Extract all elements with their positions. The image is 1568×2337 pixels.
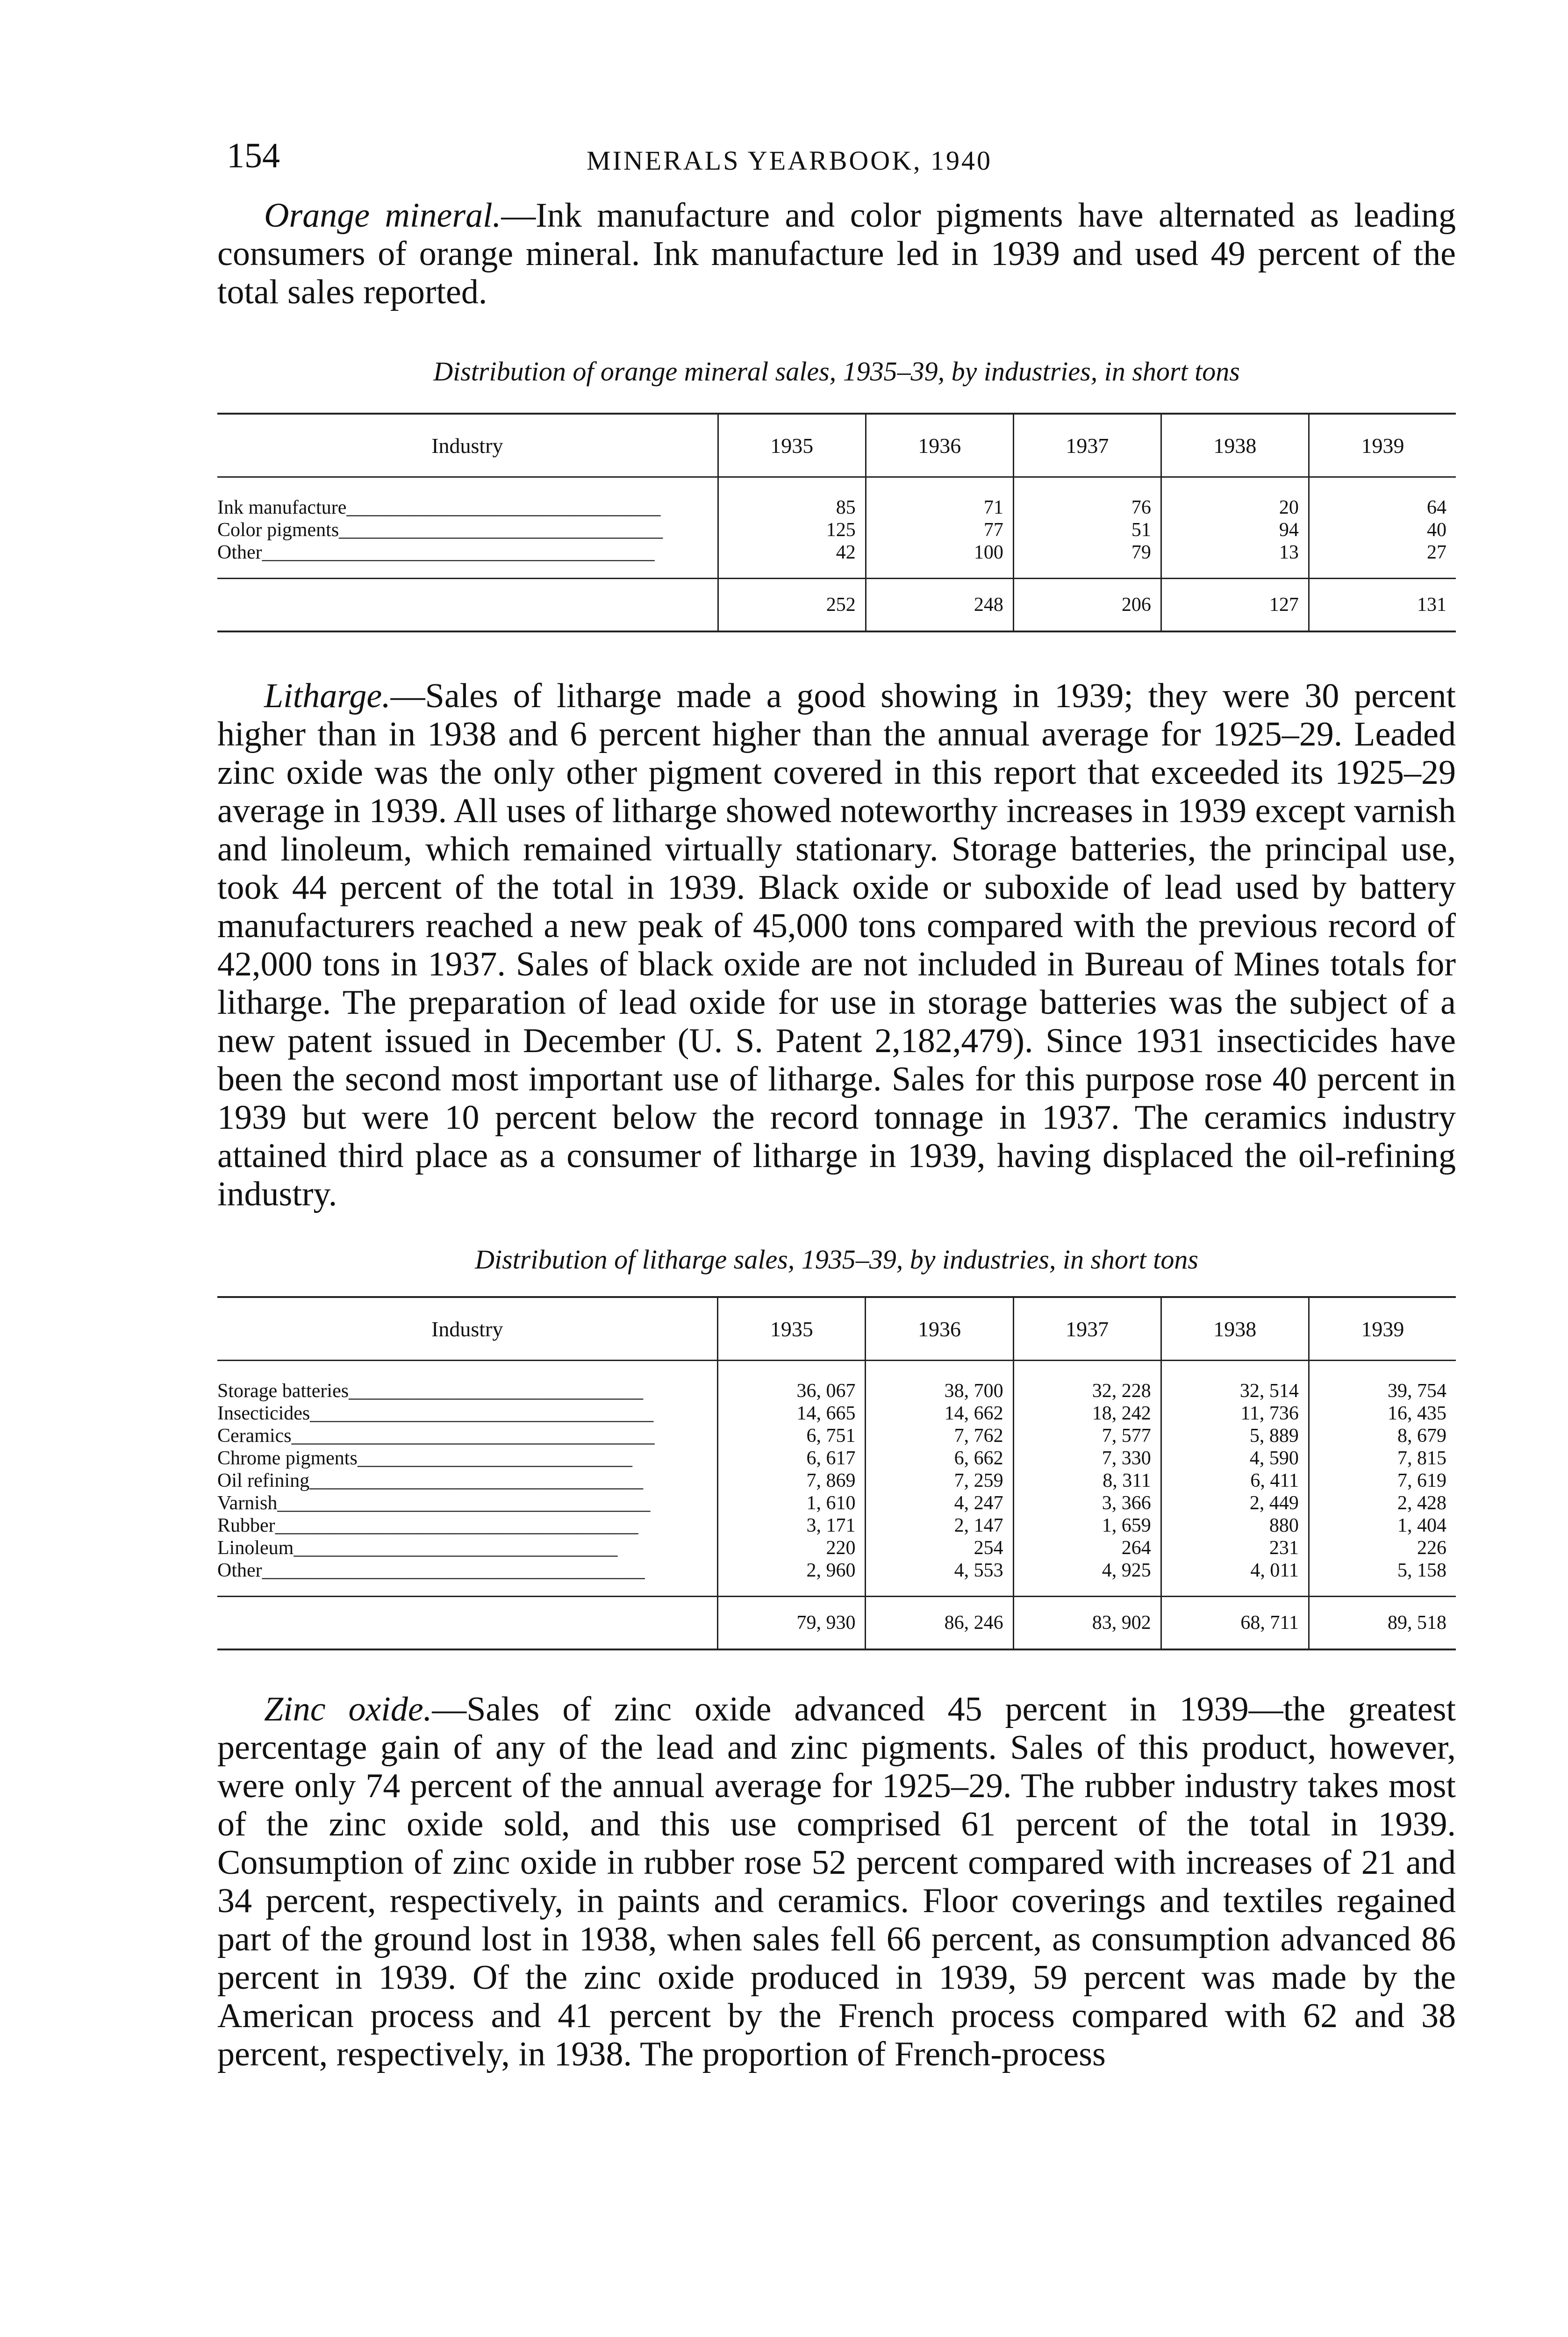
litharge-table: [217, 1296, 1456, 1650]
page-number: 154: [227, 136, 280, 175]
column-header-year: 1938: [1161, 1297, 1309, 1361]
table-cell: 8, 679: [1309, 1425, 1456, 1447]
total-label-cell: [217, 1597, 718, 1650]
table-cell: 3, 366: [1013, 1492, 1161, 1514]
table-cell: 231: [1161, 1537, 1309, 1559]
table-total-row: [217, 1597, 1456, 1650]
litharge-body: —Sales of litharge made a good showing in 1939; they were 30 percent higher than in 1938 and 6 percent higher than the annual average for 1925–29. Leaded zinc oxide was the only other pigment covered in this report that exceeded its 1925–29 average in 1939. All uses of litharge showed noteworthy increases in 1939 except varnish and linoleum, which remained virtually stationary. Storage batteries, the principal use, took 44 percent of the total in 1939. Black oxide or suboxide of lead used by battery manufacturers reached a new peak of 45,000 tons compared with the previous record of 42,000 tons in 1937. Sales of black oxide are not included in Bureau of Mines totals for litharge. The preparation of lead oxide for use in storage batteries was the subject of a new patent issued in December (U. S. Patent 2,182,479). Since 1931 insecticides have been the second most important use of litharge. Sales for this purpose rose 40 percent in 1939 but were 10 percent below the record tonnage in 1937. The ceramics industry attained third place as a consumer of litharge in 1939, having displaced the oil-refining industry.: [217, 677, 1456, 1213]
table-cell: 6, 662: [866, 1447, 1013, 1470]
table-cell: 5, 158: [1309, 1559, 1456, 1597]
zinc-oxide-lead: Zinc oxide.: [264, 1690, 432, 1728]
table-cell: 27: [1309, 541, 1456, 579]
table-cell: 7, 259: [866, 1470, 1013, 1492]
table-cell: 64: [1309, 477, 1456, 519]
table-total-row: [217, 579, 1456, 632]
total-cell: 68, 711: [1161, 1597, 1309, 1650]
total-label-cell: [217, 579, 718, 632]
zinc-oxide-paragraph: [217, 1690, 1456, 2073]
orange-mineral-paragraph: [217, 196, 1456, 311]
litharge-table-caption: Distribution of litharge sales, 1935–39, by industries, in short tons: [475, 1244, 1198, 1275]
table-cell: 880: [1161, 1514, 1309, 1537]
table-cell: 7, 330: [1013, 1447, 1161, 1470]
orange-mineral-table: [217, 413, 1456, 632]
table-cell: 38, 700: [866, 1361, 1013, 1403]
row-label: Linoleum_________________________________: [217, 1537, 618, 1559]
row-label: Rubber_____________________________________: [217, 1515, 638, 1536]
total-cell: 206: [1013, 579, 1161, 632]
table-row: [217, 1514, 1456, 1537]
table-cell: 77: [866, 519, 1013, 541]
total-cell: 252: [718, 579, 866, 632]
row-label: Other________________________________________: [217, 542, 655, 563]
table-cell: 40: [1309, 519, 1456, 541]
total-cell: 86, 246: [866, 1597, 1013, 1650]
table-cell: 85: [718, 477, 866, 519]
table-cell: 14, 665: [718, 1402, 866, 1425]
table-cell: 18, 242: [1013, 1402, 1161, 1425]
table-cell: 4, 011: [1161, 1559, 1309, 1597]
orange-table-caption: Distribution of orange mineral sales, 1935–39, by industries, in short tons: [433, 356, 1240, 387]
table-header-row: [217, 1297, 1456, 1361]
table-row: [217, 1425, 1456, 1447]
table-row: [217, 1402, 1456, 1425]
row-label: Storage batteries______________________________: [217, 1380, 644, 1402]
row-label: Ceramics_____________________________________: [217, 1425, 655, 1447]
table-cell: 71: [866, 477, 1013, 519]
litharge-lead: Litharge.: [264, 677, 391, 715]
table-cell: 20: [1161, 477, 1309, 519]
orange-mineral-lead: Orange mineral.: [264, 196, 501, 235]
table-header-row: [217, 414, 1456, 477]
table-cell: 100: [866, 541, 1013, 579]
table-cell: 220: [718, 1537, 866, 1559]
table-cell: 42: [718, 541, 866, 579]
table-row: [217, 1537, 1456, 1559]
table-cell: 51: [1013, 519, 1161, 541]
table-cell: 11, 736: [1161, 1402, 1309, 1425]
column-header-year: 1935: [718, 1297, 866, 1361]
table-cell: 4, 553: [866, 1559, 1013, 1597]
total-cell: 131: [1309, 579, 1456, 632]
total-cell: 79, 930: [718, 1597, 866, 1650]
table-cell: 2, 428: [1309, 1492, 1456, 1514]
table-cell: 36, 067: [718, 1361, 866, 1403]
table-row: [217, 1492, 1456, 1514]
column-header-year: 1935: [718, 414, 866, 477]
table-row: [217, 1361, 1456, 1403]
table-cell: 7, 577: [1013, 1425, 1161, 1447]
row-label: Other_______________________________________: [217, 1560, 645, 1581]
table-row: [217, 1447, 1456, 1470]
table-cell: 264: [1013, 1537, 1161, 1559]
zinc-oxide-body: —Sales of zinc oxide advanced 45 percent in 1939—the greatest percentage gain of any of the lead and zinc pigments. Sales of this product, however, were only 74 percent of the annual average for 1925–29. The rubber industry takes most of the zinc oxide sold, and this use comprised 61 percent of the total in 1939. Consumption of zinc oxide in rubber rose 52 percent compared with increases of 21 and 34 percent, respectively, in paints and ceramics. Floor coverings and textiles regained part of the ground lost in 1938, when sales fell 66 percent, as consumption advanced 86 percent in 1939. Of the zinc oxide produced in 1939, 59 percent was made by the American process and 41 percent by the French process compared with 62 and 38 percent, respectively, in 1938. The proportion of French-process: [217, 1690, 1456, 2073]
table-cell: 125: [718, 519, 866, 541]
row-label: Insecticides___________________________________: [217, 1403, 654, 1424]
table-row: [217, 541, 1456, 579]
table-cell: 7, 619: [1309, 1470, 1456, 1492]
table-cell: 39, 754: [1309, 1361, 1456, 1403]
litharge-paragraph: [217, 677, 1456, 1213]
table-cell: 2, 449: [1161, 1492, 1309, 1514]
table-cell: 2, 960: [718, 1559, 866, 1597]
table-cell: 1, 610: [718, 1492, 866, 1514]
row-label: Oil refining__________________________________: [217, 1470, 644, 1491]
table-cell: 7, 869: [718, 1470, 866, 1492]
row-label: Color pigments_________________________________: [217, 519, 663, 541]
column-header-year: 1939: [1309, 414, 1456, 477]
table-row: [217, 1470, 1456, 1492]
table-cell: 4, 247: [866, 1492, 1013, 1514]
table-row: [217, 519, 1456, 541]
table-cell: 76: [1013, 477, 1161, 519]
table-cell: 32, 514: [1161, 1361, 1309, 1403]
page-header: [217, 136, 1456, 196]
column-header-year: 1939: [1309, 1297, 1456, 1361]
row-label: Ink manufacture________________________________: [217, 497, 661, 518]
table-cell: 79: [1013, 541, 1161, 579]
table-cell: 3, 171: [718, 1514, 866, 1537]
table-cell: 254: [866, 1537, 1013, 1559]
table-cell: 4, 590: [1161, 1447, 1309, 1470]
table-cell: 6, 411: [1161, 1470, 1309, 1492]
document-page: [217, 136, 1456, 2073]
total-cell: 89, 518: [1309, 1597, 1456, 1650]
table-cell: 4, 925: [1013, 1559, 1161, 1597]
table-cell: 14, 662: [866, 1402, 1013, 1425]
table-cell: 7, 815: [1309, 1447, 1456, 1470]
column-header-year: 1936: [866, 414, 1013, 477]
column-header-year: 1936: [866, 1297, 1013, 1361]
table-row: [217, 477, 1456, 519]
column-header-year: 1937: [1013, 414, 1161, 477]
table-cell: 94: [1161, 519, 1309, 541]
table-cell: 5, 889: [1161, 1425, 1309, 1447]
column-header-year: 1937: [1013, 1297, 1161, 1361]
total-cell: 127: [1161, 579, 1309, 632]
table-cell: 1, 404: [1309, 1514, 1456, 1537]
table-cell: 7, 762: [866, 1425, 1013, 1447]
table-cell: 13: [1161, 541, 1309, 579]
running-title: MINERALS YEARBOOK, 1940: [587, 145, 993, 176]
total-cell: 83, 902: [1013, 1597, 1161, 1650]
table-cell: 8, 311: [1013, 1470, 1161, 1492]
column-header-year: 1938: [1161, 414, 1309, 477]
table-cell: 6, 751: [718, 1425, 866, 1447]
table-cell: 2, 147: [866, 1514, 1013, 1537]
table-cell: 226: [1309, 1537, 1456, 1559]
table-cell: 1, 659: [1013, 1514, 1161, 1537]
row-label: Chrome pigments____________________________: [217, 1448, 632, 1469]
total-cell: 248: [866, 579, 1013, 632]
orange-mineral-body: —Ink manufacture and color pigments have alternated as leading consumers of orange mineral. Ink manufacture led in 1939 and used 49 percent of the total sales reported.: [217, 196, 1456, 311]
table-row: [217, 1559, 1456, 1597]
row-label: Varnish______________________________________: [217, 1492, 651, 1514]
table-cell: 16, 435: [1309, 1402, 1456, 1425]
column-header-industry: Industry: [217, 1297, 718, 1361]
table-cell: 32, 228: [1013, 1361, 1161, 1403]
column-header-industry: Industry: [217, 414, 718, 477]
table-cell: 6, 617: [718, 1447, 866, 1470]
